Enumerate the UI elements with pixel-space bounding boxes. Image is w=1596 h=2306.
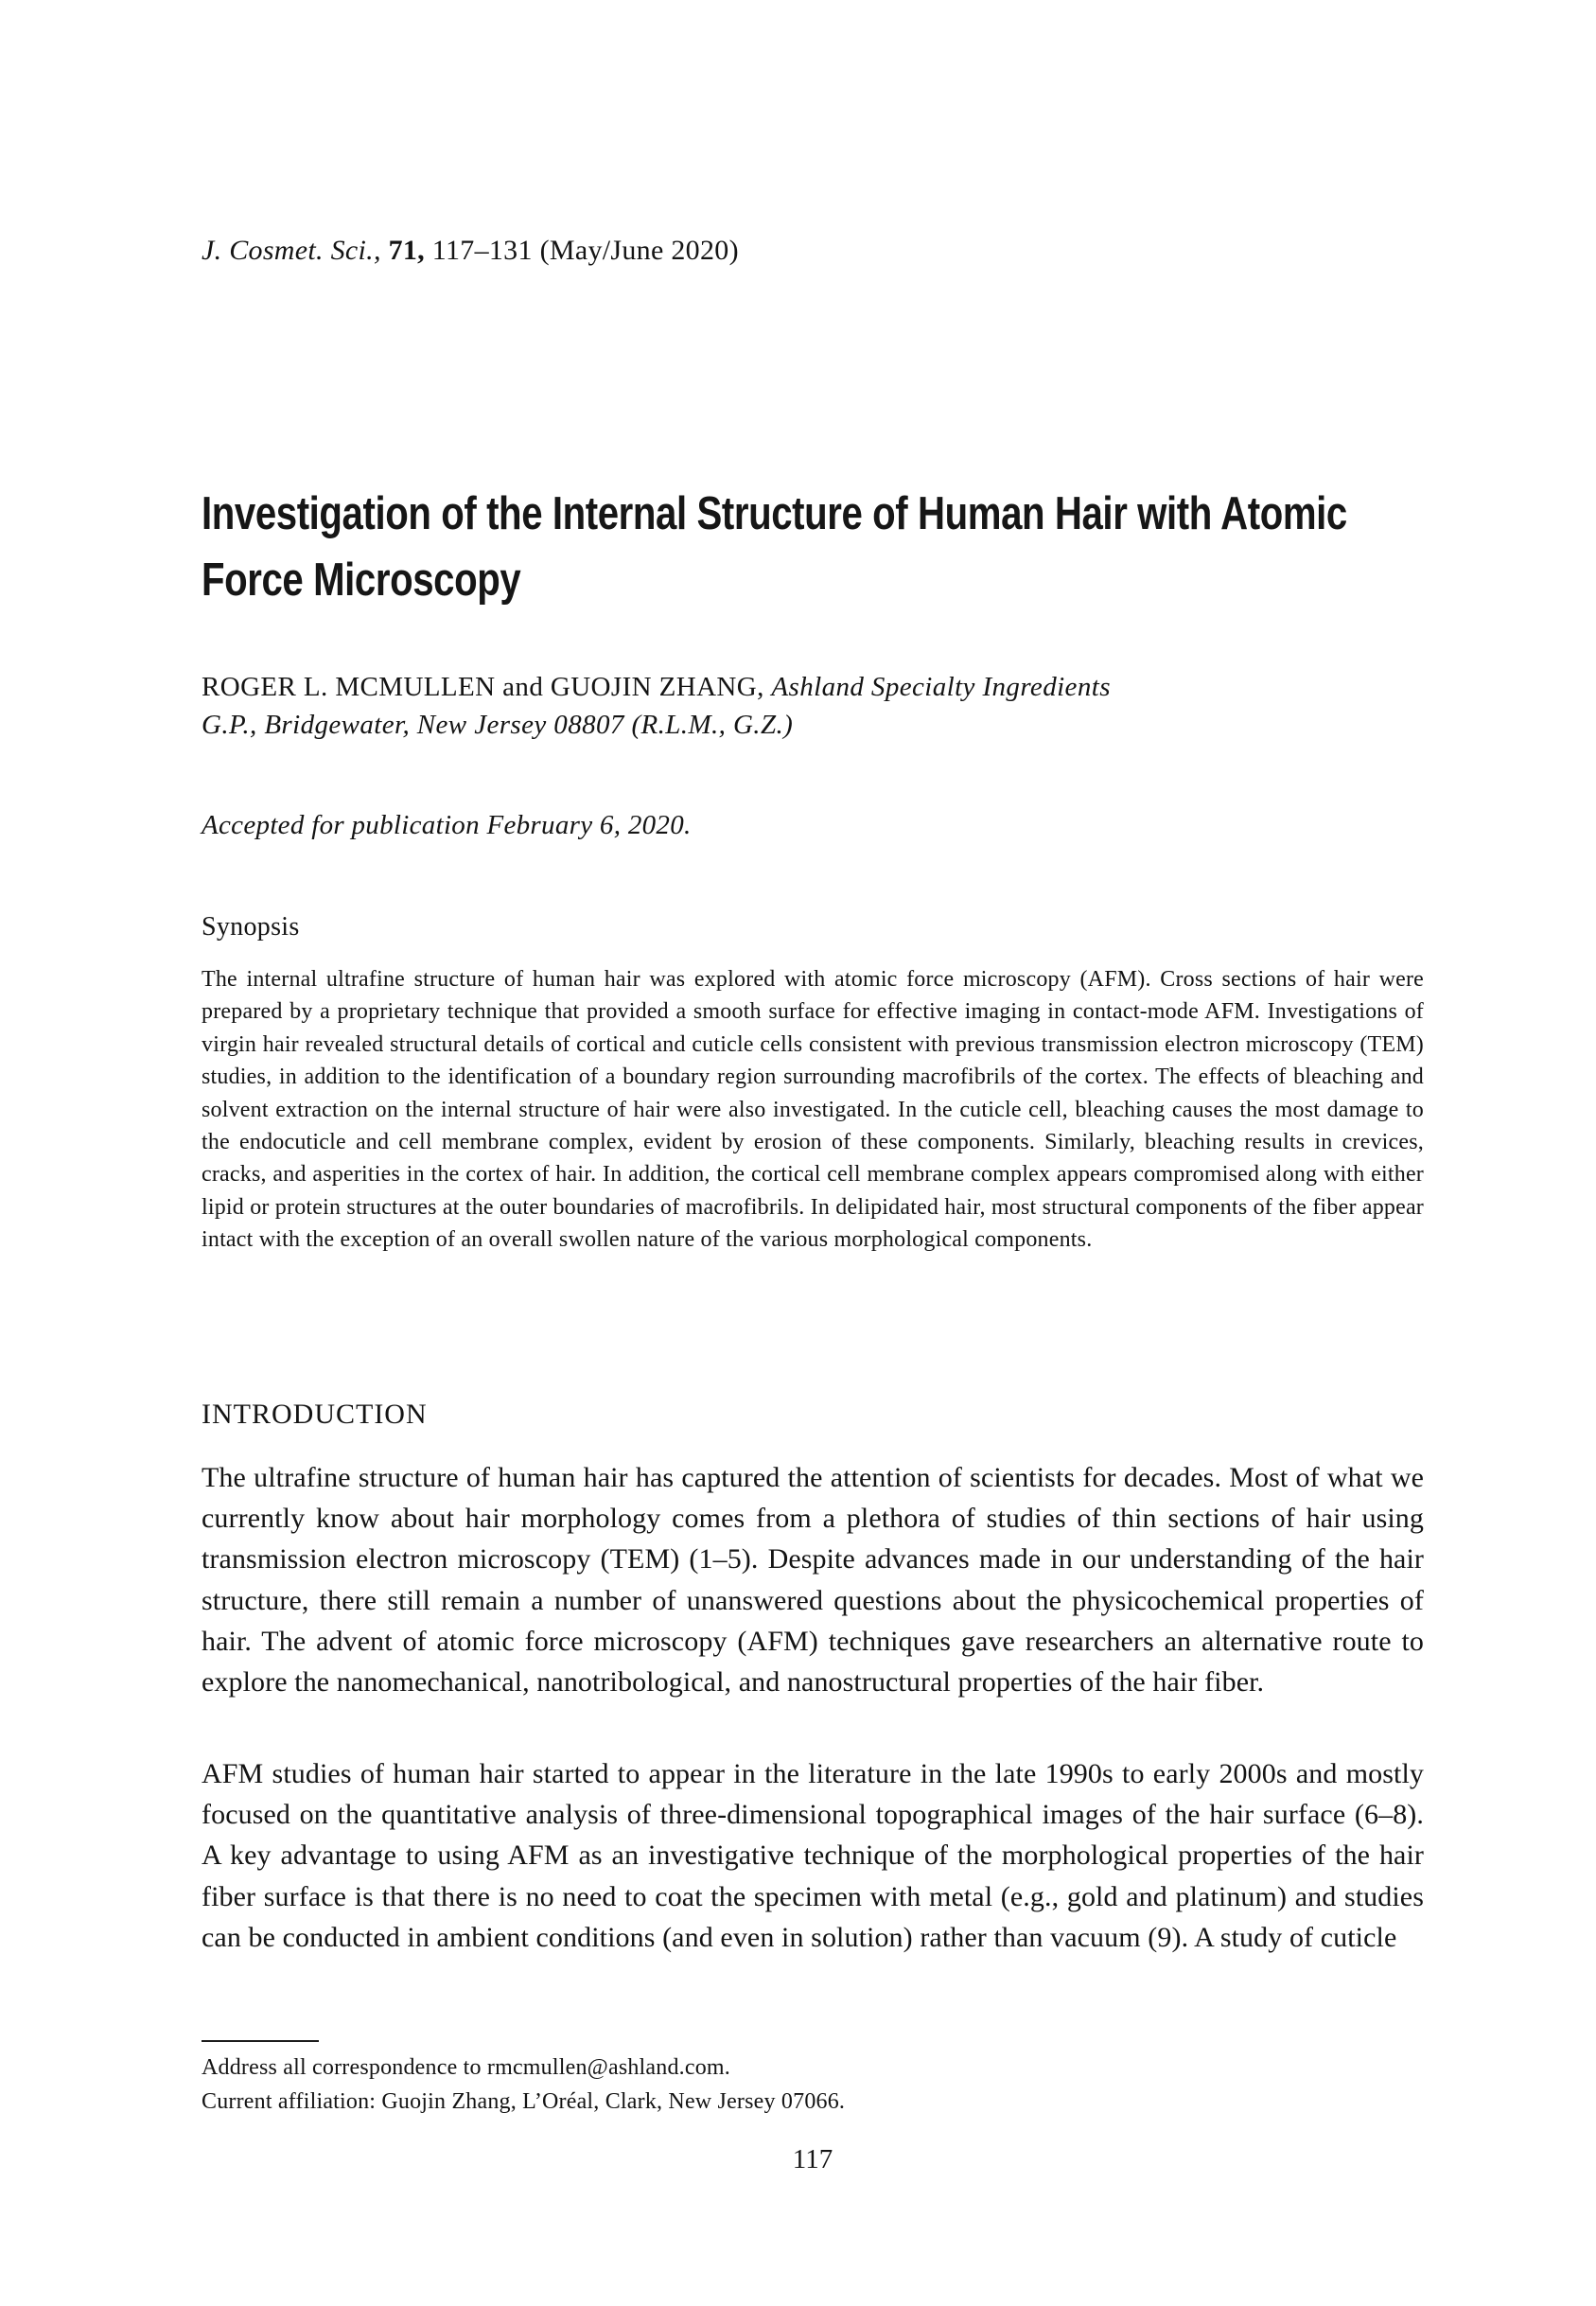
page-number: 117 [792,2144,833,2174]
author-affiliation: Ashland Specialty Ingredients G.P., Bridgewater, New Jersey 08807 (R.L.M., G.Z.) [202,672,1111,740]
journal-volume: 71, [388,235,432,266]
footnote-current-affiliation: Current affiliation: Guojin Zhang, L’Oréal, Clark, New Jersey 07066. [202,2089,846,2114]
intro-paragraph-1: The ultrafine structure of human hair has captured the attention of scientists for decades. Most of what we currently know about hair morphology comes from a plethora of studies of thin sections of hair using transmission electron microscopy (TEM) (1–5). Despite advances made in our understanding of the hair structure, there still remain a number of unanswered questions about the physicochemical properties of hair. The advent of atomic force microscopy (AFM) techniques gave researchers an alternative route to explore the nanomechanical, nanotribological, and nanostructural properties of the hair fiber. [202,1462,1424,1699]
journal-citation [202,235,739,267]
synopsis-text: The internal ultrafine structure of human hair was explored with atomic force microscopy (AFM). Cross sections of hair were prepared by a proprietary technique that provided a smooth surface for effective imaging in contact-mode AFM. Investigations of virgin hair revealed structural details of cortical and cuticle cells consistent with previous transmission electron microscopy (TEM) studies, in addition to the identification of a boundary region surrounding macrofibrils of the cortex. The effects of bleaching and solvent extraction on the internal structure of hair were also investigated. In the cuticle cell, bleaching causes the most damage to the endocuticle and cell membrane complex, evident by erosion of these components. Similarly, bleaching results in crevices, cracks, and asperities in the cortex of hair. In addition, the cortical cell membrane complex appears compromised along with either lipid or protein structures at the outer boundaries of macrofibrils. In delipidated hair, most structural components of the fiber appear intact with the exception of an overall swollen nature of the various morphological components. [202,967,1424,1253]
intro-paragraph-2: AFM studies of human hair started to appear in the literature in the late 1990s to early 2000s and mostly focused on the quantitative analysis of three-dimensional topographical images of the hair surface (6–8). A key advantage to using AFM as an investigative technique of the morphological properties of the hair fiber surface is that there is no need to coat the specimen with metal (e.g., gold and platinum) and studies can be conducted in ambient conditions (and even in solution) rather than vacuum (9). A study of cuticle [202,1758,1424,1953]
footnote-correspondence: Address all correspondence to rmcmullen@ashland.com. [202,2055,731,2080]
article-title: Investigation of the Internal Structure of Human Hair with Atomic Force Microscopy [202,488,1347,606]
introduction-heading: INTRODUCTION [202,1399,428,1430]
author-block [202,668,1162,744]
author-names: ROGER L. MCMULLEN and GUOJIN ZHANG, [202,672,772,702]
footnote-rule [202,2040,319,2042]
journal-pages-issue: 117–131 (May/June 2020) [431,235,739,266]
accepted-date-line: Accepted for publication February 6, 2020. [202,810,692,840]
journal-name: J. Cosmet. Sci., [202,235,389,266]
synopsis-heading: Synopsis [202,912,300,942]
